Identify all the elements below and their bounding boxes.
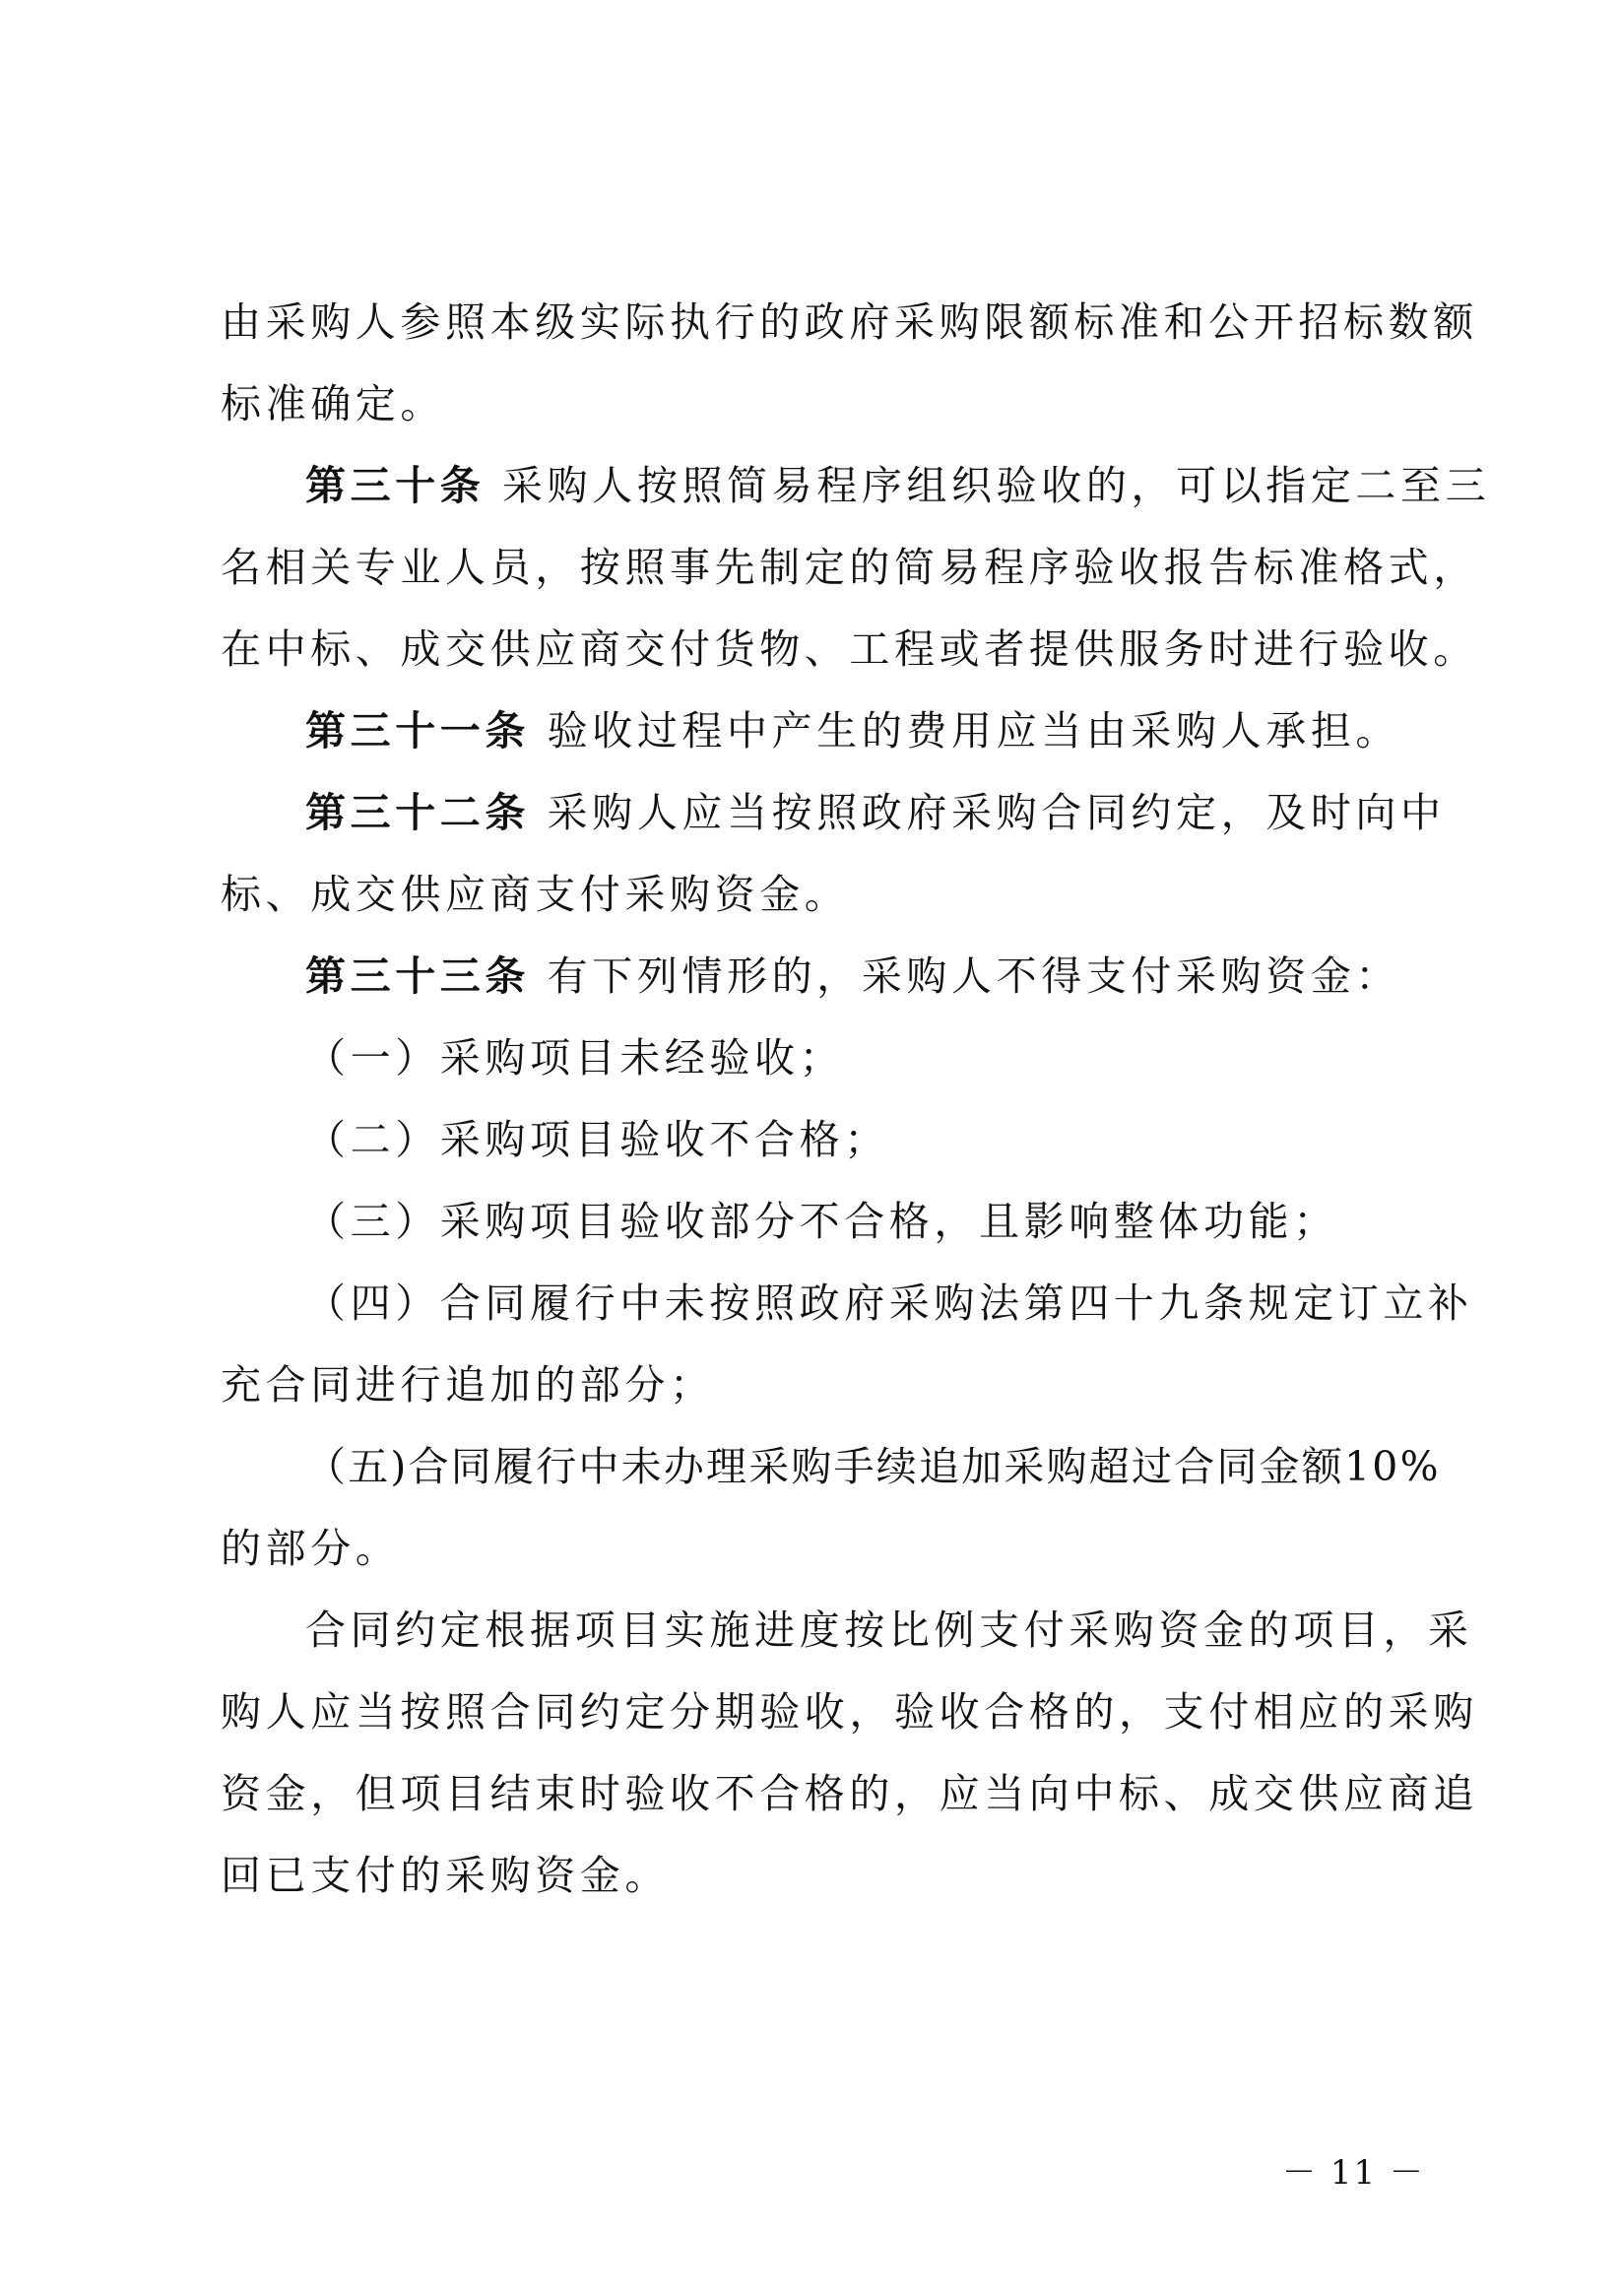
article-31 [305, 706, 1400, 755]
article-heading: 第三十条 [305, 462, 486, 509]
article-text: 采购人应当按照政府采购合同约定，及时向中 [530, 789, 1446, 836]
article-32 [305, 788, 1446, 837]
text-line: 标、成交供应商支付采购资金。 [221, 871, 850, 918]
text-line: 标准确定。 [221, 380, 445, 427]
text-line: 由采购人参照本级实际执行的政府采购限额标准和公开招标数额 [221, 298, 1478, 346]
list-item: （四）合同履行中未按照政府采购法第四十九条规定订立补 [305, 1279, 1473, 1327]
text-line: 名相关专业人员，按照事先制定的简易程序验收报告标准格式， [221, 544, 1478, 591]
text-line: 购人应当按照合同约定分期验收，验收合格的，支付相应的采购 [221, 1688, 1478, 1736]
text-line: 充合同进行追加的部分； [221, 1361, 715, 1409]
text-line: 的部分。 [221, 1525, 401, 1572]
article-text: 有下列情形的，采购人不得支付采购资金： [530, 952, 1401, 1000]
text-line: 回已支付的采购资金。 [221, 1852, 670, 1899]
paragraph-start: 合同约定根据项目实施进度按比例支付采购资金的项目，采 [305, 1607, 1473, 1654]
article-33 [305, 951, 1400, 1001]
article-30 [305, 461, 1490, 510]
article-heading: 第三十三条 [305, 952, 530, 1000]
list-item: （一）采购项目未经验收； [305, 1034, 845, 1082]
list-item: （五)合同履行中未办理采购手续追加采购超过合同金额10% [305, 1443, 1441, 1490]
article-text: 采购人按照简易程序组织验收的，可以指定二至三 [485, 462, 1491, 509]
article-text: 验收过程中产生的费用应当由采购人承担。 [530, 707, 1401, 754]
article-heading: 第三十二条 [305, 789, 530, 836]
article-heading: 第三十一条 [305, 707, 530, 754]
page-number: － 11 － [1282, 2153, 1425, 2193]
list-item: （三）采购项目验收部分不合格，且影响整体功能； [305, 1198, 1338, 1245]
text-line: 在中标、成交供应商交付货物、工程或者提供服务时进行验收。 [221, 625, 1478, 673]
list-item: （二）采购项目验收不合格； [305, 1116, 889, 1163]
text-line: 资金，但项目结束时验收不合格的，应当向中标、成交供应商追 [221, 1770, 1478, 1817]
